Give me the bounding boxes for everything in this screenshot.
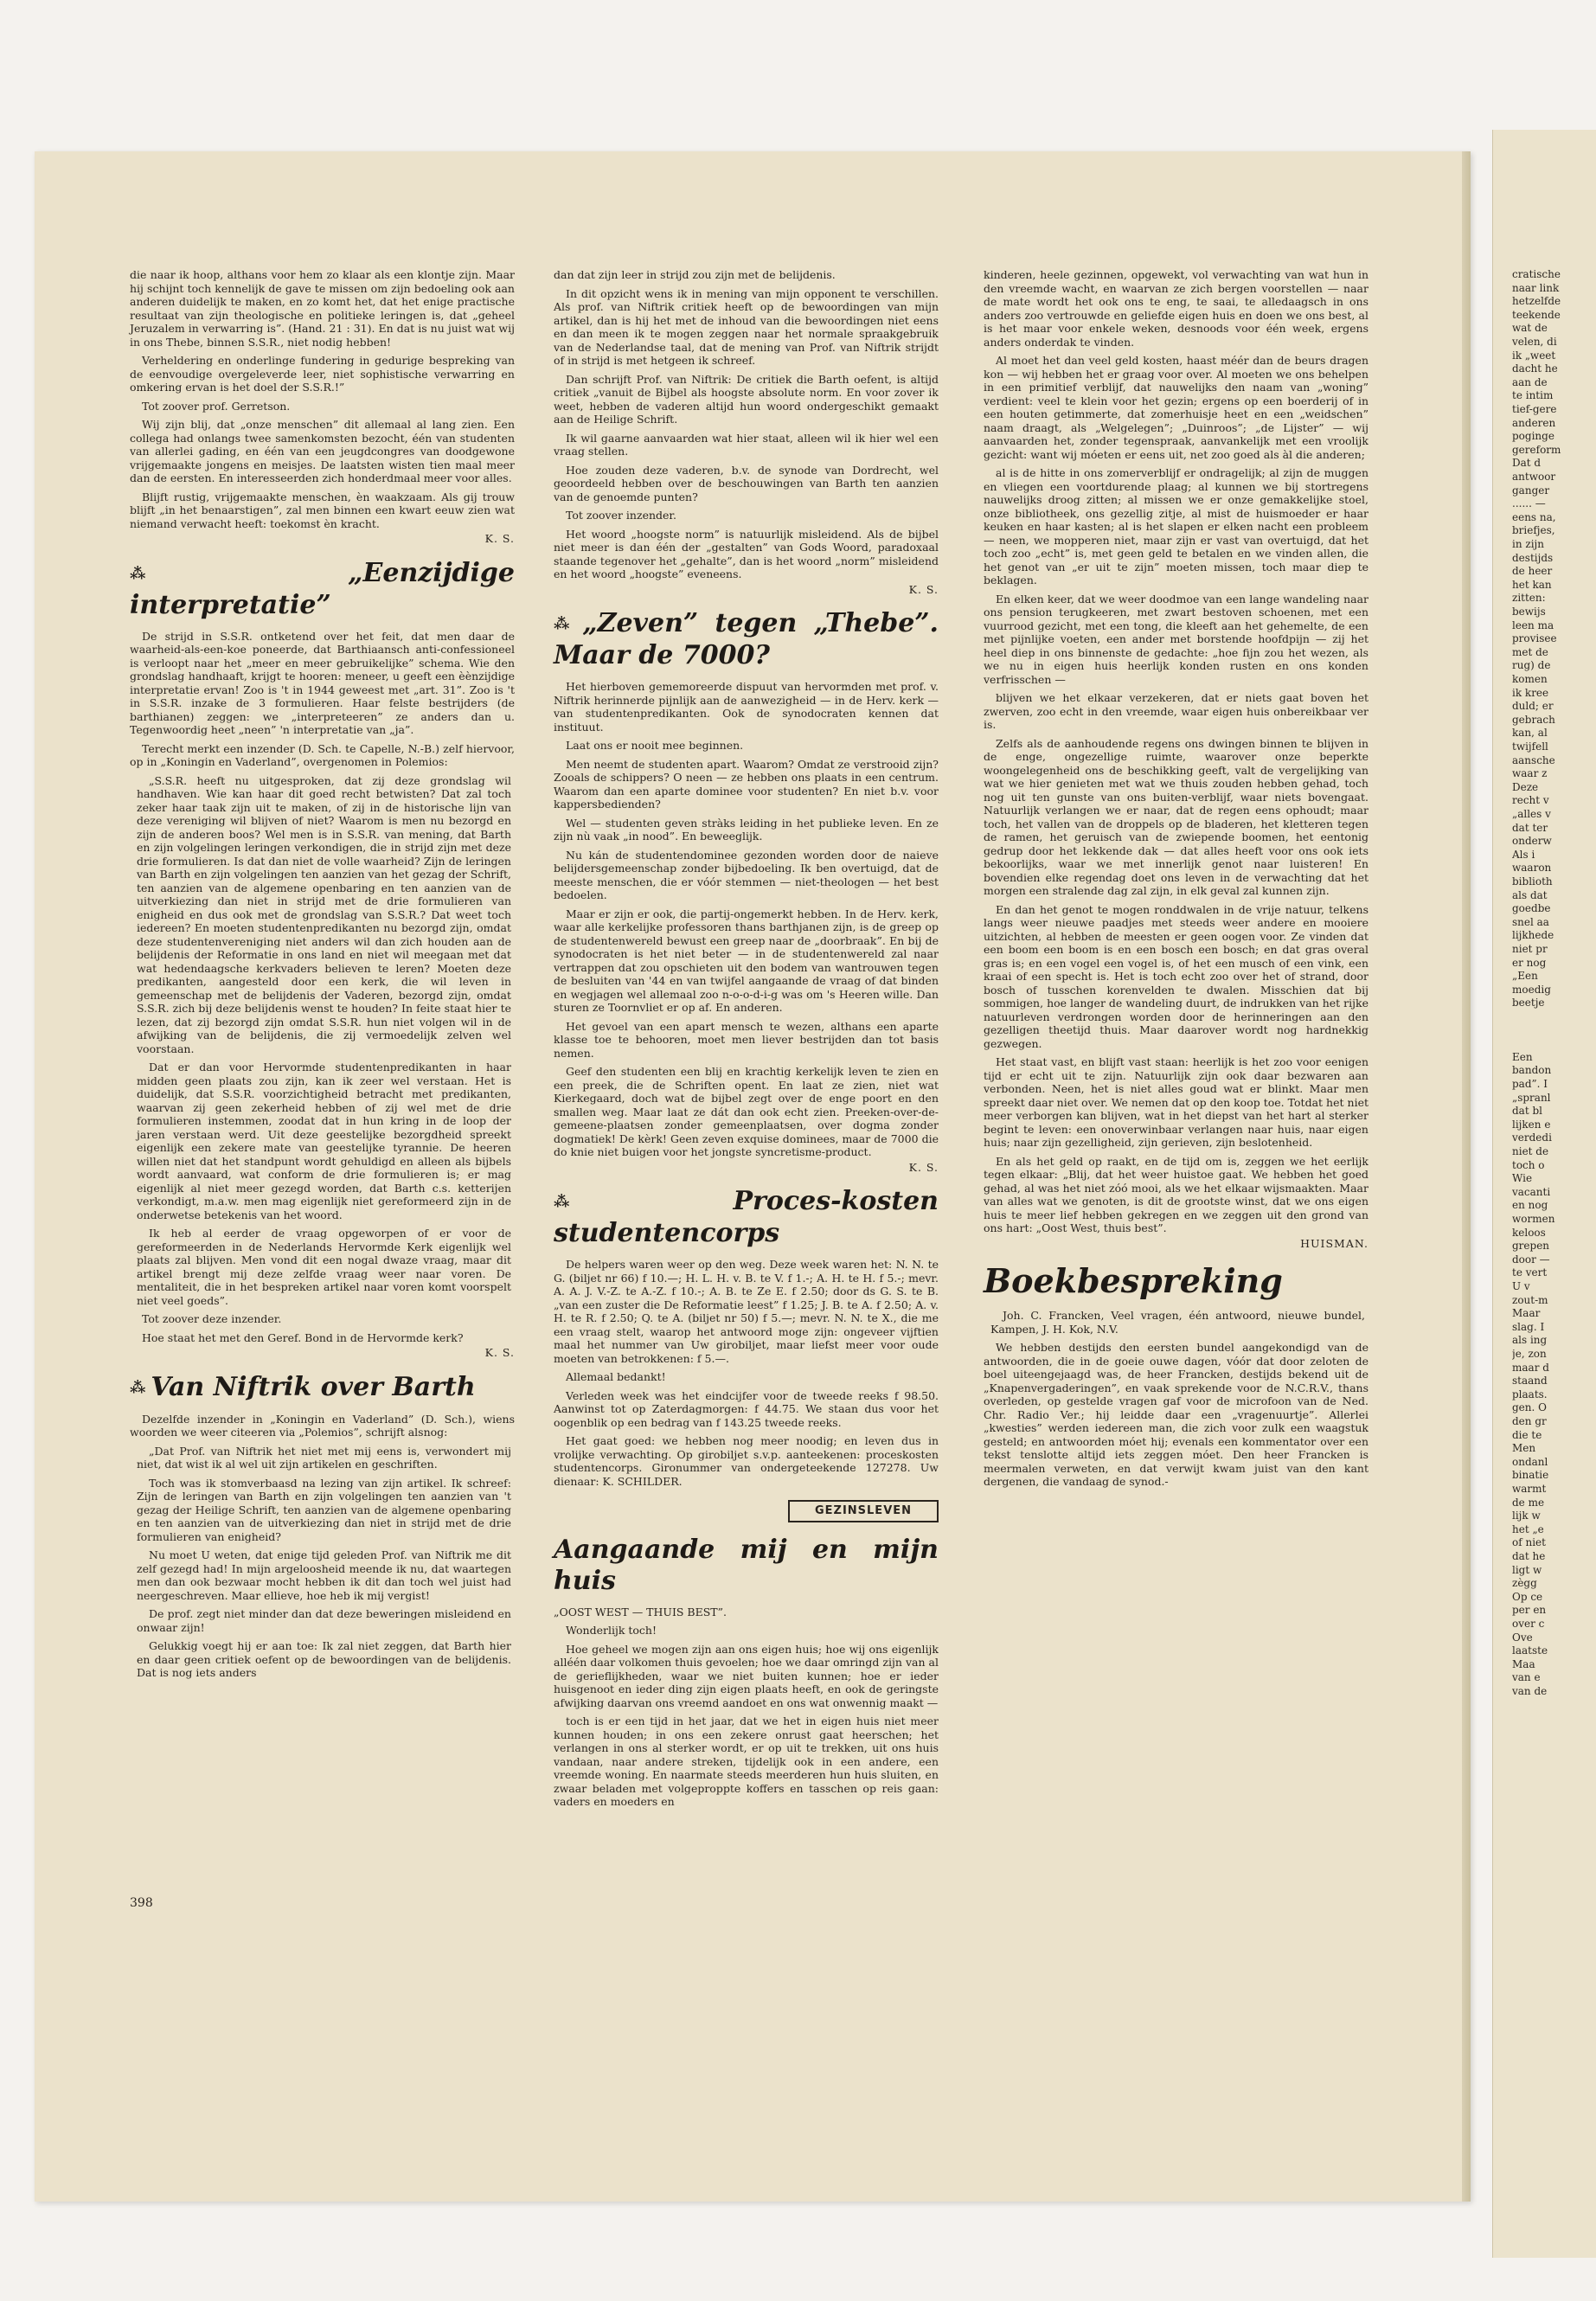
paragraph: Terecht merkt een inzender (D. Sch. te Capelle, N.-B.) zelf hiervoor, op in „Koningin en Vaderland”, overgenomen in Polemios: — [130, 741, 515, 768]
paragraph: Het staat vast, en blijft vast staan: heerlijk is het zoo voor eenigen tijd er echt uit te zijn. Natuurlijk zijn ook daar bezwaren aan verbonden. Neen, het is niet alles goud wat er blinkt. Maar men spreekt daar niet over. We nemen dat op den koop toe. Totdat het niet meer verborgen kan blijven, wat in het diepst van het hart al sterker begint te leven: een onoverwinbaar verlangen naar huis, naar eigen huis; naar zijn gezelligheid, zijn gerieven, zijn beslotenheid. — [984, 1055, 1368, 1149]
next-page-line: Wie — [1512, 1172, 1533, 1185]
paragraph: In dit opzicht wens ik in mening van mijn opponent te verschillen. Als prof. van Niftrik critiek heeft op de bewoordingen van mijn artikel, dan is hij het met de inhoud van die bewoordingen niet eens en dan meen ik te mogen zeggen naar het normale spraakgebruik van de Nederlandse taal, dat de mening van Prof. van Niftrik strijdt of in strijd is met hetgeen ik schreef. — [554, 286, 939, 367]
paragraph: De helpers waren weer op den weg. Deze week waren het: N. N. te G. (biljet nr 66) f 10.—; H. L. H. v. B. te V. f 1.-; A. H. te H. f 5.-; mevr. A. A. J. V.-Z. te A.-Z. f 10.-; A. B. te Ze E. f 2.50; door ds G. S. te B. „van een zuster die De Reformatie leest” f 1.25; J. B. te A. f 2.50; A. v. H. te R. f 2.50; Q. te A. (biljet nr 50) f 5.—; mevr. N. N. te X., die me een vraag stelt, waarop het antwoord moge zijn: ongeveer vijftien maal het nummer van Uw girobiljet, maar liefst meer voor oude moeten van betrokkenen: f 5.—. — [554, 1258, 939, 1365]
asterism-icon: ⁂ — [554, 1193, 728, 1211]
column-2 — [554, 268, 939, 1814]
next-page-line: van e — [1512, 1671, 1541, 1684]
next-page-line: dat he — [1512, 1550, 1546, 1562]
asterism-icon: ⁂ — [130, 1378, 146, 1397]
quote-paragraph: Dat er dan voor Hervormde studentenpredikanten in haar midden geen plaats zou zijn, kan ik zeer wel verstaan. Het is duidelijk, dat S.S.R. voorzichtigheid betracht met predikanten, waarvan zij geen zekerheid hebben of zij wel met de drie formulieren instemmen, zoodat dat in hun kring in de loop der jaren verstaan werd. Uit deze geestelijke bezorgdheid spreekt eigenlijk een zekere mate van geestelijke tyrannie. De heeren willen niet dat het standpunt wordt gehuldigd en alleen als bijbels wordt aanvaard, wat conform de drie formulieren is; er mag eigenlijk al niet meer gezegd worden, dat Barth c.s. ketterijen verkondigt, m.a.w. men mag eigenlijk niet gereformeerd zijn in de onderwetse betekenis van het woord. — [137, 1061, 511, 1221]
next-page-line: Deze — [1512, 780, 1539, 793]
next-page-line: twijfell — [1512, 740, 1548, 753]
next-page-line: gereform — [1512, 443, 1561, 456]
paragraph: Tot zoover deze inzender. — [142, 1312, 282, 1325]
paragraph: Hoe staat het met den Geref. Bond in de Hervormde kerk? — [142, 1330, 464, 1344]
next-page-line: te vert — [1512, 1266, 1548, 1279]
next-page-line: lijk w — [1512, 1509, 1541, 1522]
next-page-line: vacanti — [1512, 1185, 1551, 1198]
section-heading — [554, 1186, 939, 1249]
signature: K. S. — [484, 1346, 515, 1359]
paragraph: Tot zoover prof. Gerretson. — [142, 399, 291, 413]
paragraph: De strijd in S.S.R. ontketend over het feit, dat men daar de waarheid-als-een-koe poneerde, dat Barthiaansch anti-confessioneel is verloopt naar het „meer en meer gebruikelijke” schema. Wie den grondslag handhaaft, krijgt te hooren: meneer, u geeft een èènzijdige interpretatie ervan! Zoo is 't in 1944 geweest met „art. 31”. Zoo is 't in S.S.R. inzake de 3 formulieren. Haar felste bestrijders (de barthianen) zeggen: we „interpreteeren” ze anders dan u. Tegenwoordig heet „neen” 'n interpretatie van „ja”. — [130, 629, 515, 736]
signature: K. S. — [908, 582, 939, 596]
paragraph: kinderen, heele gezinnen, opgewekt, vol verwachting van wat hun in den vreemde wacht, en waarvan ze zich bergen voorstellen — naar de mate wordt het ook ons te eng, te saai, te alledaagsch in ons anders zoo vertrouwde en geliefde eigen huis en doen we ons best, al is het maar voor enkele weken, desnoods voor één week, ergens anders onderdak te vinden. — [984, 268, 1368, 349]
paragraph: Allemaal bedankt! — [566, 1370, 666, 1383]
next-page-line: warmt — [1512, 1483, 1547, 1495]
next-page-line: ...... — — [1512, 497, 1546, 510]
next-page-line: per en — [1512, 1604, 1547, 1617]
next-page-line: of niet — [1512, 1536, 1546, 1549]
paragraph: Verheldering en onderlinge fundering in gedurige bespreking van de eenvoudige overgeleverde leer, niet sophistische verwarring en omkering ervan is het doel der S.S.R.!” — [130, 354, 515, 394]
paragraph: Zelfs als de aanhoudende regens ons dwingen binnen te blijven in de enge, ongezellige ruimte, waarover onze beperkte woongelegenheid ons de beschikking geeft, valt de vergelijking van wat we hier genieten met wat we thuis zouden hebben gehad, toch nog uit ten gunste van ons buiten-verblijf, waar niets bovengaat. Natuurlijk verlangen we er naar, dat de regen eens ophoudt; maar toch, het vallen van de droppels op de bladeren, het kletteren tegen de ramen, het geruisch van de zwiepende boomen, het eentonig gedrup door het lekkende dak — dat alles heeft voor ons ook iets bekoorlijks, waar we met innerlijk genot naar luisteren! En bovendien elke regendag doet ons leven in de verwachting dat het morgen een stralende dag zal zijn, in elk geval zal kunnen zijn. — [984, 736, 1368, 897]
paragraph: dan dat zijn leer in strijd zou zijn met de belijdenis. — [554, 268, 836, 281]
next-page-line: „Een — [1512, 970, 1538, 983]
paragraph: Dan schrijft Prof. van Niftrik: De critiek die Barth oefent, is altijd critiek „vanuit de Bijbel als hoogste absolute norm. En voor zover ik weet, hebben de vaderen altijd hun woord ondergeschikt gemaakt aan de Heilige Schrift. — [554, 372, 939, 426]
paragraph: Maar er zijn er ook, die partij-ongemerkt hebben. In de Herv. kerk, waar alle kerkelijke professoren thans barthjanen zijn, is de greep op de studentenwereld bewust een greep naar de „doorbraak”. En bij de synodocraten is het niet beter — in de studentenwereld zal naar vertrappen dat zou opschieten uit den bodem van wantrouwen tegen de besluiten van '44 en van twijfel aangaande de vraag of dat binden en wegjagen wel allemaal zoo n-o-o-d-i-g was om 's Heeren wille. Dan sturen ze Toornvliet er op af. En anderen. — [554, 907, 939, 1014]
quote-paragraph: Gelukkig voegt hij er aan toe: Ik zal niet zeggen, dat Barth hier en daar geen critiek oefent op de bewoordingen van de belijdenis. Dat is nog iets anders — [137, 1639, 511, 1679]
next-page-line: bandon — [1512, 1064, 1552, 1077]
paragraph: die naar ik hoop, althans voor hem zo klaar als een klontje zijn. Maar hij schijnt toch kennelijk de gave te missen om zijn bedoeling ook aan anderen duidelijk te maken, en zo komt het, dat het enige practische resultaat van zijn theologische en politieke leringen is, dat „geheel Jeruzalem in verwarring is”. (Hand. 21 : 31). En dat is nu juist wat wij in ons Thebe, binnen S.S.R., niet nodig hebben! — [130, 268, 515, 349]
next-page-line: keloos — [1512, 1226, 1546, 1239]
next-page-line: de me — [1512, 1496, 1545, 1509]
next-page-line: laatste — [1512, 1644, 1548, 1657]
next-page-line: Dat d — [1512, 457, 1542, 470]
quote-paragraph: De prof. zegt niet minder dan dat deze beweringen misleidend en onwaar zijn! — [137, 1607, 511, 1634]
next-page-line: Maa — [1512, 1657, 1535, 1670]
page-edge — [1462, 151, 1471, 2202]
section-heading: Boekbespreking — [984, 1261, 1283, 1300]
heading-text: „Eenzijdige interpretatie” — [130, 557, 515, 620]
next-page-line: eens na, — [1512, 510, 1556, 523]
next-page-line: ondanl — [1512, 1455, 1548, 1468]
next-page-line: en nog — [1512, 1199, 1548, 1212]
next-page-line: beetje — [1512, 997, 1545, 1009]
next-page-line: zout-m — [1512, 1293, 1548, 1306]
section-heading — [130, 1372, 515, 1404]
next-page-line: lijkhede — [1512, 929, 1554, 942]
paragraph: Ik wil gaarne aanvaarden wat hier staat, alleen wil ik hier wel een vraag stellen. — [554, 431, 939, 458]
next-page-line: naar link — [1512, 281, 1560, 294]
next-page-line: bewijs — [1512, 606, 1546, 618]
next-page-line: van de — [1512, 1685, 1548, 1697]
next-page-line: waar z — [1512, 767, 1548, 780]
next-page-line: snel aa — [1512, 915, 1549, 928]
section-heading — [554, 608, 939, 671]
heading-text: Proces-kosten studentencorps — [554, 1186, 939, 1248]
next-page-line: als dat — [1512, 888, 1548, 901]
paragraph: Wel — studenten geven stràks leiding in het publieke leven. En ze zijn nù vaak „in nood”. En beweeglijk. — [554, 816, 939, 843]
next-page-line: Op ce — [1512, 1590, 1543, 1603]
paragraph: toch is er een tijd in het jaar, dat we het in eigen huis niet meer kunnen houden; in ons een zekere onrust gaat heerschen; het verlangen in ons al sterker wordt, er op uit te trekken, uit ons huis vandaan, naar andere streken, tijdelijk ook in een andere, een vreemde woning. En naarmate steeds meerderen hun huis sluiten, en zwaar beladen met volgeproppte koffers en tasschen op reis gaan: vaders en moeders en — [554, 1715, 939, 1808]
heading-text: Van Niftrik over Barth — [151, 1371, 476, 1402]
next-page-line: het „e — [1512, 1522, 1544, 1535]
next-page-line: „spranl — [1512, 1091, 1551, 1104]
next-page-line: te intim — [1512, 389, 1554, 402]
paragraph: Tot zoover inzender. — [566, 509, 676, 522]
next-page-line: lijken e — [1512, 1118, 1551, 1131]
paragraph: Al moet het dan veel geld kosten, haast méér dan de beurs dragen kon — wij hebben het er graag voor over. Al moeten we ons behelpen in een primitief verblijf, dat nauwelijks den naam van „woning” verdient: veel te klein voor het gezin; ergens op een boerderij of in een houten getimmerte, dat zomerhuisje heet en een „weidschen” naam draagt, als „Welgelegen”; „Duinroos”; „de Lijster” — wij aanvaarden het, zonder tegenspraak, aanvankelijk met een vroolijk gezicht: want wij móeten er eens uit, net zoo goed als àl die anderen; — [984, 354, 1368, 461]
next-page-line: ganger — [1512, 484, 1550, 497]
section-heading: Aangaande mij en mijn huis — [554, 1534, 939, 1596]
next-page-line: briefjes, — [1512, 524, 1555, 537]
next-page-line: Maar — [1512, 1307, 1541, 1320]
signature: K. S. — [484, 532, 515, 545]
next-page-line: die te — [1512, 1428, 1542, 1441]
next-page-line: rug) de — [1512, 659, 1551, 672]
paragraph: Laat ons er nooit mee beginnen. — [566, 739, 744, 752]
next-page-line: als ing — [1512, 1334, 1548, 1347]
next-page-line: Men — [1512, 1442, 1536, 1455]
book-reference: Joh. C. Francken, Veel vragen, één antwoord, nieuwe bundel, Kampen, J. H. Kok, N.V. — [990, 1309, 1365, 1336]
heading-text: „Zeven” tegen „Thebe”. Maar de 7000? — [554, 608, 939, 670]
next-page-line: hetzelfde — [1512, 295, 1561, 308]
next-page-line: aansche — [1512, 753, 1555, 766]
quote-paragraph: „Dat Prof. van Niftrik het niet met mij eens is, verwondert mij niet, dat wist ik al wel uit zijn artikelen en geschriften. — [137, 1444, 511, 1471]
next-page-line: duld; er — [1512, 700, 1554, 713]
section-heading — [130, 558, 515, 621]
next-page-line: dat ter — [1512, 821, 1548, 834]
next-page-line: door — — [1512, 1253, 1550, 1266]
next-page-line: zitten: — [1512, 592, 1546, 605]
next-page-line: poginge — [1512, 430, 1554, 443]
quote-paragraph: Nu moet U weten, dat enige tijd geleden Prof. van Niftrik me dit zelf gezegd had! In mijn argeloosheid meende ik nu, dat waartegen men dan ook bezwaar mocht hebben ik dit dan toch wel juist had neergeschreven. Maar ellieve, hoe heb ik mij vergist! — [137, 1548, 511, 1602]
next-page-line: niet de — [1512, 1145, 1549, 1157]
paragraph: Geef den studenten een blij en krachtig kerkelijk leven te zien en een preek, die de Schriften opent. En laat ze zien, niet wat Kierkegaard, doch wat de bijbel zegt over de enge poort en den smallen weg. Maar laat ze dát dan ook echt zien. Preeken-over-de-gemeene-plaatsen zonder gemeenplaatsen, over dogma zonder dogmatiek! De kèrk! Geen zeven exquise dominees, maar de 7000 die do knie niet buigen voor het jongste syncretisme-product. — [554, 1065, 939, 1158]
next-page-line: waaron — [1512, 862, 1552, 875]
paragraph: Hoe zouden deze vaderen, b.v. de synode van Dordrecht, wel geoordeeld hebben over de beschouwingen van Barth ten aanzien van de genoemde punten? — [554, 463, 939, 503]
next-page-line: aan de — [1512, 375, 1548, 388]
page-number: 398 — [130, 1896, 153, 1910]
column-1 — [130, 268, 515, 1685]
paragraph: Wij zijn blij, dat „onze menschen” dit allemaal al lang zien. Een collega had onlangs twee samenkomsten bezocht, één van studenten van allerlei gading, en één van een jeugdcongres van doodgewone vrijgemaakte jongens en meisjes. De laatsten wisten tien maal meer dan de eersten. En interesseerden zich honderdmaal meer voor alles. — [130, 418, 515, 484]
signature: HUISMAN. — [1300, 1236, 1368, 1250]
next-page-line: het kan — [1512, 578, 1552, 591]
column-3 — [984, 268, 1368, 1494]
next-page-line: Als i — [1512, 848, 1535, 861]
next-page-line: kan, al — [1512, 727, 1548, 740]
next-page-line: gebrach — [1512, 713, 1555, 726]
paragraph: En dan het genot te mogen ronddwalen in de vrije natuur, telkens langs weer nieuwe paadjes met steeds weer andere en mooiere uitzichten, al hebben de meesten er geen oogen voor. Ze vinden dat een boom een boom is en een bosch een bosch; en dat gras overal gras is; en een vogel een vogel is, of het een musch of een vink, een kraai of een specht is. Het is toch echt zoo over het of strand, door bosch of tusschen korenvelden te dwalen. Misschien dat bij sommigen, hoe langer de wandeling duurt, de indrukken van het rijke natuurleven verdrongen worden door de herinneringen aan den gezelligen theetijd thuis. Maar daarover wordt nog hardnekkig gezwegen. — [984, 902, 1368, 1050]
next-page-line: ik „weet — [1512, 349, 1556, 362]
next-page-line: destijds — [1512, 551, 1554, 564]
paragraph: „OOST WEST — THUIS BEST”. — [554, 1605, 727, 1618]
next-page-line: anderen — [1512, 416, 1556, 429]
next-page-line: binatie — [1512, 1469, 1549, 1482]
next-page-line: de heer — [1512, 565, 1553, 578]
next-page-line: teekende — [1512, 308, 1561, 321]
next-page-line: Ove — [1512, 1631, 1533, 1644]
asterism-icon: ⁂ — [554, 615, 578, 633]
paragraph: al is de hitte in ons zomerverblijf er ondragelijk; al zijn de muggen en vliegen een voortdurende plaag; al kunnen we bij stortregens nauwelijks droog zitten; al missen we er onze gemakkelijke stoel, onze bibliotheek, ons gezellig zitje, al mist de huismoeder er haar keuken en haar kasten; al is het slapen er elken nacht een probleem — neen, we mopperen niet, maar zijn er vast van overtuigd, dat het toch zoo „echt” is, met geen geld te betalen en we vinden allen, die het genot van „er uit te zijn” moeten missen, toch maar diep te beklagen. — [984, 466, 1368, 586]
paragraph: Het woord „hoogste norm” is natuurlijk misleidend. Als de bijbel niet meer is dan één der „gestalten” van Gods Woord, paradoxaal staande tegenover het „gehalte”, dan is het woord „norm” misleidend en het woord „hoogste” eveneens. — [554, 527, 939, 580]
paragraph: Het gevoel van een apart mensch te wezen, althans een aparte klasse toe te behooren, moet men liever bestrijden dan tot basis nemen. — [554, 1019, 939, 1060]
next-page-line: velen, di — [1512, 336, 1557, 348]
next-page-line: recht v — [1512, 794, 1549, 807]
asterism-icon: ⁂ — [130, 564, 343, 583]
paragraph: Verleden week was het eindcijfer voor de tweede reeks f 98.50. Aanwinst tot op Zaterdagmorgen: f 44.75. We staan dus voor het oogenblik op een bedrag van f 143.25 tweede reeks. — [554, 1388, 939, 1429]
next-page-line: over c — [1512, 1618, 1545, 1630]
next-page-line: moedig — [1512, 983, 1551, 996]
next-page-line: verdedi — [1512, 1131, 1552, 1144]
next-page-line: met de — [1512, 645, 1548, 658]
next-page-line: antwoor — [1512, 471, 1556, 483]
next-page-line: tief-gere — [1512, 403, 1557, 415]
next-page-line: biblioth — [1512, 875, 1553, 888]
next-page-fragment — [1492, 130, 1596, 2258]
next-page-line: gen. O — [1512, 1401, 1547, 1414]
paragraph: Nu kán de studentendominee gezonden worden door de naieve belijdersgemeenschap zonder bijbedoeling. Ik ben overtuigd, dat de meeste menschen, die er vóór stemmen — niet-theologen — het best bedoelen. — [554, 848, 939, 901]
next-page-line: staand — [1512, 1375, 1548, 1388]
next-page-line: plaats. — [1512, 1388, 1548, 1400]
section-tag: GEZINSLEVEN — [788, 1500, 939, 1522]
paragraph: Het hierboven gememoreerde dispuut van hervormden met prof. v. Niftrik herinnerde pijnlijk aan de aanwezigheid — in de Herv. kerk — van studentenpredikanten. Ook de synodocraten kennen dat instituut. — [554, 680, 939, 734]
next-page-line: onderw — [1512, 835, 1552, 848]
next-page-line: komen — [1512, 673, 1548, 685]
paragraph: We hebben destijds den eersten bundel aangekondigd van de antwoorden, die in de goeie ouwe dagen, vóór dat door zeloten de boel uiteengejaagd was, de heer Francken, destijds bekend uit de „Knapenvergaderingen”, en vaak sprekende voor de N.C.R.V., thans overleden, op gestelde vragen gaf voor de microfoon van de Ned. Chr. Radio Ver.; hij leidde daar een „vragenuurtje”. Allerlei „kwesties” werden iedereen man, die zich voor zulk een waagstuk gesteld; en antwoorden móet hij; evenals een kommentator over een tekst tenslotte altijd iets zeggen móet. Den heer Francken is meermalen verweten, en dat verwijt kwam juist van den kant dergenen, die vandaag de synod.- — [984, 1341, 1368, 1488]
paragraph: Hoe geheel we mogen zijn aan ons eigen huis; hoe wij ons eigenlijk alléén daar volkomen thuis gevoelen; hoe we daar omringd zijn van al de gerieflijkheden, waar we niet buiten kunnen; hoe er ieder huisgenoot en ieder ding zijn eigen plaats heeft, en ook de geringste afwijking daarvan ons vreemd aandoet en ons wat onwennig maakt — — [554, 1642, 939, 1709]
quote-paragraph: „S.S.R. heeft nu uitgesproken, dat zij deze grondslag wil handhaven. Wie kan haar dit goed recht betwisten? Dat zal toch zeker haar taak zijn uit te maken, of zij in de historische lijn van deze vereniging wil blijven of niet? Waarom is men nu bezorgd en zijn de anderen boos? Wel men is in S.S.R. van mening, dat Barth en zijn volgelingen leringen verkondigen, die in strijd zijn met deze drie formulieren. Is dat dan niet de volle waarheid? Zijn de leringen van Barth en zijn volgelingen ten aanzien van het gezag der Schrift, ten aanzien van de algemene openbaring en ten aanzien van de uitverkiezing dan niet in strijd met de drie formulieren van enigheid en dus ook met de grondslag van S.S.R.? Dat weet toch iedereen? En moeten studentenpredikanten nu bezorgd zijn, omdat deze studentenvereniging niet anders wil dan zich houden aan de belijdenis der Reformatie in ons land en niet wil meegaan met dat wat hedendaagsche kerkvaders believen te leren? Moeten deze predikanten, aangesteld door een kerk, die wil leven in gemeenschap met de belijdenis der Vaderen, bezorgd zijn, omdat S.S.R. zich bij deze belijdenis wenst te houden? In feite staat hier te lezen, dat zij bezorgd zijn omdat S.S.R. hun niet volgen wil in de afwijking van de belijdenis, die zij vermoedelijk zelven wel voorstaan. — [137, 773, 511, 1055]
next-page-line: dat bl — [1512, 1105, 1542, 1118]
next-page-line: maar d — [1512, 1361, 1549, 1374]
paragraph: Wonderlijk toch! — [566, 1624, 657, 1637]
next-page-line: dacht he — [1512, 362, 1558, 375]
paragraph: Dezelfde inzender in „Koningin en Vaderland” (D. Sch.), wiens woorden we weer citeeren via „Polemios”, schrijft alsnog: — [130, 1412, 515, 1439]
next-page-line: goedbe — [1512, 902, 1551, 915]
quote-paragraph: Toch was ik stomverbaasd na lezing van zijn artikel. Ik schreef: Zijn de leringen van Barth en zijn volgelingen ten aanzien van 't gezag der Heilige Schrift, ten aanzien van de algemene openbaring en ten aanzien van de uitverkiezing dan niet in strijd met de drie formulieren van enigheid? — [137, 1476, 511, 1543]
next-page-line: niet pr — [1512, 943, 1548, 955]
quote-paragraph: Ik heb al eerder de vraag opgeworpen of er voor de gereformeerden in de Nederlands Hervormde Kerk eigenlijk wel plaats zal blijven. Men vond dit een nogal dwaze vraag, maar dit artikel brengt mij deze zelfde vraag weer naar voren. De mentaliteit, die in het bespreken artikel naar voren komt voorspelt niet veel goeds”. — [137, 1227, 511, 1307]
next-page-line: zègg — [1512, 1577, 1537, 1590]
next-page-line: slag. I — [1512, 1320, 1545, 1333]
paragraph: Het gaat goed: we hebben nog meer noodig; en leven dus in vrolijke verwachting. Op girobiljet s.v.p. aanteekenen: proceskosten studentencorps. Gironummer van ondergeteekende 127278. Uw dienaar: K. SCHILDER. — [554, 1434, 939, 1488]
next-page-line: den gr — [1512, 1415, 1547, 1427]
next-page-line: in zijn — [1512, 538, 1544, 550]
next-page-line: toch o — [1512, 1158, 1545, 1171]
paragraph: En elken keer, dat we weer doodmoe van een lange wandeling naar ons pension terugkeeren, met zwart bestoven schoenen, met een vuurrood gezicht, met een tong, die kleeft aan het gehemelte, de een met pijnlijke voeten, een ander met borstende hoofdpijn — zij het heel diep in ons binnenste de gedachte: „hoe fijn zou het wezen, als we nu in eigen huis heerlijk konden rusten en ons konden verfrisschen — — [984, 592, 1368, 686]
next-page-line: wormen — [1512, 1213, 1555, 1225]
next-page-line: ik kree — [1512, 686, 1549, 699]
paragraph: blijven we het elkaar verzekeren, dat er niets gaat boven het zwerven, zoo echt in den vreemde, waar eigen huis onbereikbaar ver is. — [984, 691, 1368, 731]
next-page-line: U v — [1512, 1280, 1530, 1292]
next-page-line: er nog — [1512, 956, 1547, 969]
next-page-line: pad”. I — [1512, 1078, 1548, 1090]
next-page-line: „alles v — [1512, 808, 1551, 820]
paragraph: Blijft rustig, vrijgemaakte menschen, èn waakzaam. Als gij trouw blijft „in het benaarstigen”, zal men binnen een kwart eeuw zien wat niemand verwacht heeft: toekomst èn kracht. — [130, 490, 515, 530]
next-page-line: je, zon — [1512, 1348, 1547, 1360]
next-page-line: Een — [1512, 1050, 1533, 1063]
next-page-line: leen ma — [1512, 619, 1554, 631]
paragraph: Men neemt de studenten apart. Waarom? Omdat ze verstrooid zijn? Zooals de schippers? O neen — ze hebben ons plaats in een centrum. Waarom dan een aparte dominee voor studenten? En niet b.v. voor kappersbedienden? — [554, 757, 939, 811]
next-page-line: cratische — [1512, 268, 1561, 280]
next-page-line: grepen — [1512, 1240, 1550, 1253]
next-page-line: provisee — [1512, 632, 1557, 645]
next-page-line: wat de — [1512, 322, 1548, 335]
paragraph: En als het geld op raakt, en de tijd om is, zeggen we het eerlijk tegen elkaar: „Blij, dat het weer huistoe gaat. We hebben het goed gehad, al was het niet zóó mooi, als we het elkaar wijsmaakten. Maar van alles wat we genoten, is dit de grootste winst, dat we ons eigen huis te meer lief hebben gekregen en we zeggen uit den grond van ons hart: „Oost West, thuis best”. — [984, 1154, 1368, 1234]
signature: K. S. — [908, 1160, 939, 1174]
next-page-line: ligt w — [1512, 1563, 1542, 1576]
